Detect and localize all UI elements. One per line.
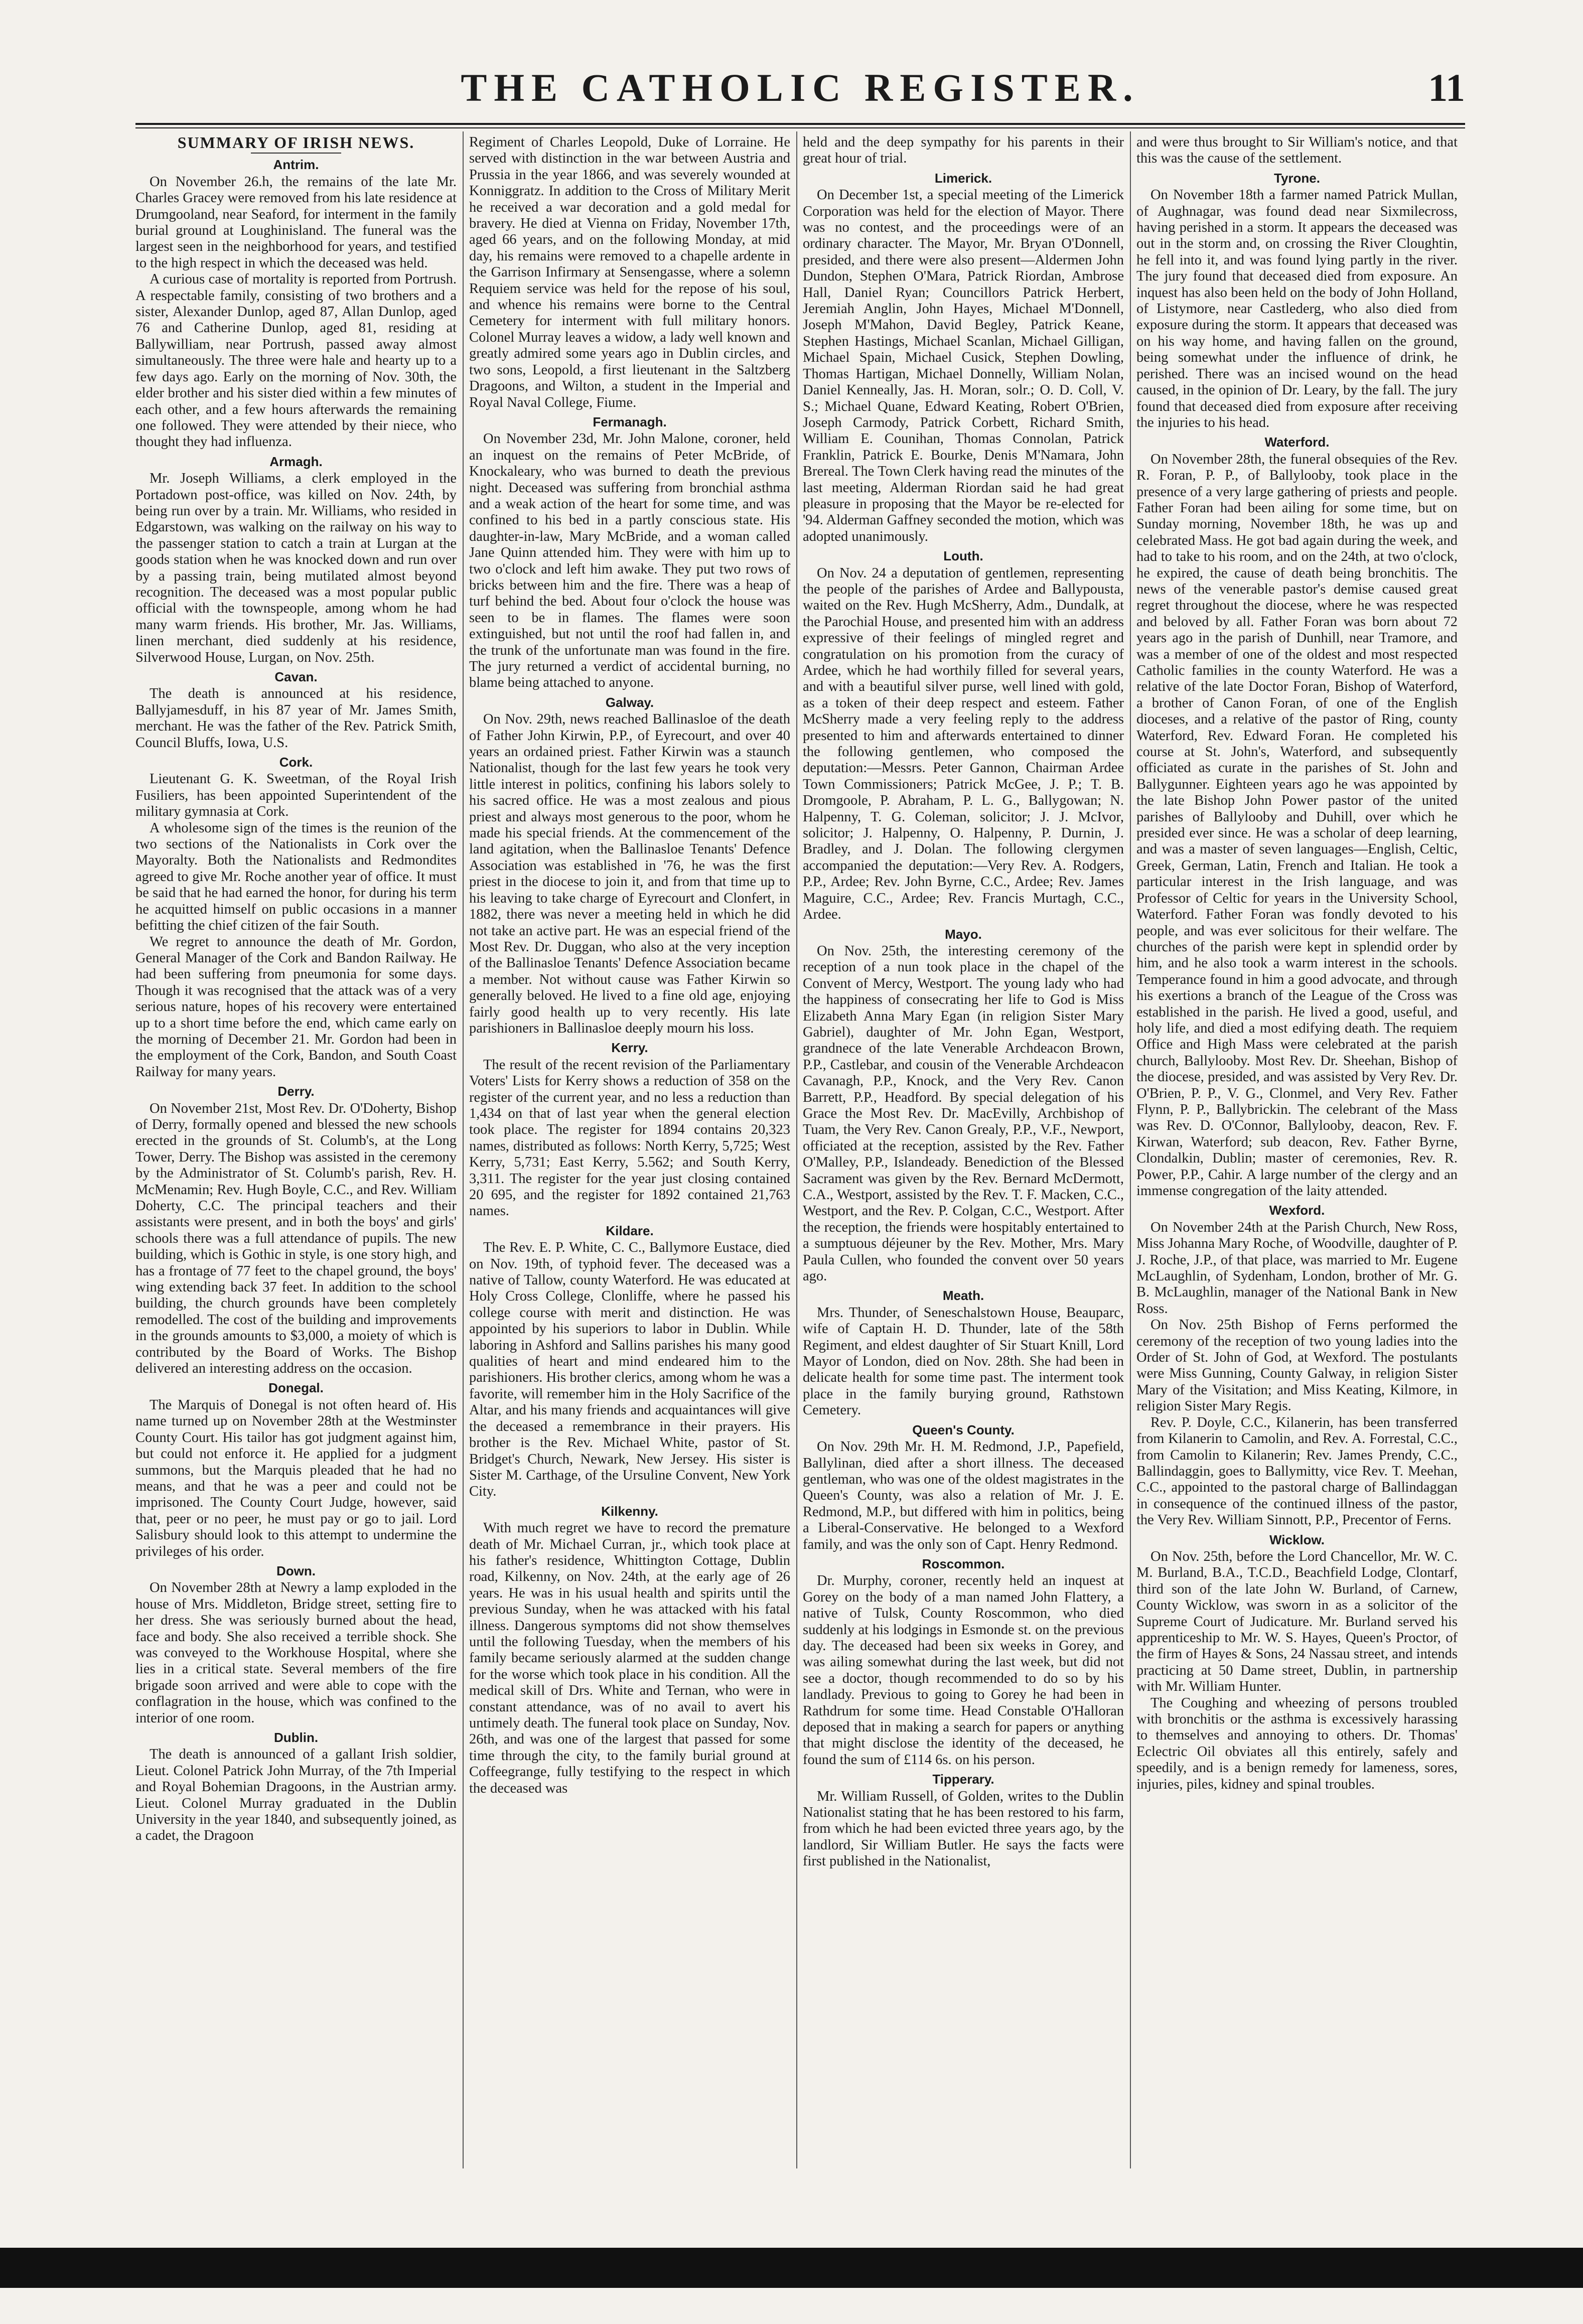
news-paragraph: With much regret we have to record the premature death of Mr. Michael Curran, jr., which took place at his father's residence, Whittington Cottage, Dublin road, Kilkenny, on Nov. 24th, at the early age of 26 years. He was in his usual health and spirits until the previous Sunday, when he was attacked with his fatal illness. Dangerous symptoms did not show themselves until the following Tuesday, when the members of his family became seriously alarmed at the sudden change for the worse which took place in his condition. All the medical skill of Drs. White and Ternan, who were in constant attendance, was of no avail to avert his untimely death. The funeral took place on Sunday, Nov. 26th, and was one of the largest that passed for some time through the city, to the family burial ground at Coffeegrange, fully testifying to the respect in which the deceased was (469, 1520, 790, 1796)
column-3 (803, 134, 1124, 2166)
column-2 (469, 134, 790, 2166)
news-paragraph: On Nov. 25th, the interesting ceremony of the reception of a nun took place in the chapel of the Convent of Mercy, Westport. The young lady who had the happiness of consecrating her life to God is Miss Elizabeth Anna Mary Egan (in religion Sister Mary Gabriel), daughter of Mr. John Egan, Westport, grandnece of the late Venerable Archdeacon Brown, P.P., Castlebar, and cousin of the Venerable Archdeacon Cavanagh, P.P., Knock, and the Very Rev. Canon Barrett, P.P., Headford. By special delegation of his Grace the Most Rev. Dr. MacEvilly, Archbishop of Tuam, the Very Rev. Canon Grealy, P.P., V.F., Newport, officiated at the reception, assisted by the Rev. Father O'Malley, P.P., Islandeady. Benediction of the Blessed Sacrament was given by the Rev. Bernard McDermott, C.A., Westport, assisted by the Rev. T. F. Macken, C.C., Westport, and the Rev. P. Colgan, C.C., Westport. After the reception, the friends were hospitably entertained to a sumptuous déjeuner by the Rev. Mother, Mrs. Mary Paula Cullen, who founded the convent over 50 years ago. (803, 943, 1124, 1284)
masthead-rule-bottom (135, 127, 1465, 128)
county-heading: Cork. (279, 755, 313, 770)
news-paragraph: Mrs. Thunder, of Seneschalstown House, Beauparc, wife of Captain H. D. Thunder, late of the 58th Regiment, and eldest daughter of Sir Stuart Knill, Lord Mayor of London, died on Nov. 28th. She had been in delicate health for some time past. The interment took place in the family burying ground, Rathstown Cemetery. (803, 1304, 1124, 1418)
news-paragraph: The Coughing and wheezing of persons troubled with bronchitis or the asthma is excessively harassing to themselves and annoying to others. Dr. Thomas' Eclectric Oil obviates all this entirely, safely and speedily, and is a benign remedy for lameness, sores, injuries, piles, kidney and spinal troubles. (1136, 1695, 1458, 1792)
county-heading: Armagh. (269, 454, 323, 469)
county-heading: Donegal. (268, 1380, 324, 1396)
page-bottom-border (0, 2248, 1583, 2288)
county-heading: Galway. (605, 694, 654, 710)
news-paragraph: and were thus brought to Sir William's notice, and that this was the cause of the settlement. (1136, 134, 1458, 167)
news-paragraph: On Nov. 29th, news reached Ballinasloe of the death of Father John Kirwin, P.P., of Eyrecourt, and over 40 years an ordained priest. Father Kirwin was a staunch Nationalist, though for the last few years he took very little interest in politics, confining his labors solely to his sacred office. He was a most zealous and pious priest and always most generous to the poor, whom he made his special friends. At the commencement of the land agitation, when the Ballinasloe Tenants' Defence Association was established in '76, he was the first priest in the diocese to join it, and from that time up to his leaving to take charge of Eyrecourt and Clonfert, in 1882, there was never a meeting held in which he did not take an active part. He was an especial friend of the Most Rev. Dr. Duggan, who also at the very inception of the Ballinasloe Tenants' Defence Association became a member. Not without cause was Father Kirwin so generally beloved. He lived to a fine old age, enjoying fairly good health up to very recently. His late parishioners in Ballinasloe deeply mourn his loss. (469, 711, 790, 1036)
county-heading: Mayo. (945, 926, 982, 942)
county-heading: Down. (276, 1563, 316, 1578)
news-paragraph: A curious case of mortality is reported from Portrush. A respectable family, consisting of two brothers and a sister, Alexander Dunlop, aged 87, Allan Dunlop, aged 76 and Catherine Dunlop, aged 81, residing at Ballywilliam, near Portrush, passed away almost simultaneously. The three were hale and hearty up to a few days ago. Early on the morning of Nov. 30th, the elder brother and his sister died within a few minutes of each other, and a few hours afterwards the remaining one followed. They were attended by their niece, who thought they had influenza. (135, 271, 457, 450)
column-4 (1136, 134, 1458, 2166)
column-divider (463, 131, 464, 2168)
county-heading: Derry. (277, 1084, 315, 1099)
county-heading: Queen's County. (912, 1422, 1015, 1437)
county-heading: Kerry. (611, 1040, 648, 1056)
news-paragraph: The Rev. E. P. White, C. C., Ballymore Eustace, died on Nov. 19th, of typhoid fever. The deceased was a native of Tallow, county Waterford. He was educated at Holy Cross College, Clonliffe, where he passed his college course with merit and distinction. He was appointed by his superiors to labor in Dublin. While laboring in Ashford and Sallins parishes his many good qualities of heart and mind endeared him to the parishioners. His brother clerics, among whom he was a favorite, will remember him in the Holy Sacrifice of the Altar, and his many friends and acquaintances will give the deceased a remembrance in their prayers. His brother is the Rev. Michael White, pastor of St. Bridget's Church, Newark, New Jersey. His sister is Sister M. Carthage, of the Ursuline Convent, New York City. (469, 1240, 790, 1500)
news-paragraph: On November 28th, the funeral obsequies of the Rev. R. Foran, P. P., of Ballylooby, took place in the presence of a very large gathering of priests and people. Father Foran had been ailing for some time, but on Sunday morning, November 18th, he was up and celebrated Mass. He got bad again during the week, and had to take to his room, and on the 24th, at two o'clock, he expired, the cause of death being bronchitis. The news of the venerable pastor's demise caused great regret throughout the diocese, where he was respected and beloved by all. Father Foran was born about 72 years ago in the parish of Dunhill, near Tramore, and was a member of one of the oldest and most respected Catholic families in the county Waterford. He was a relative of the late Doctor Foran, Bishop of Waterford, a brother of Canon Foran, of one of the English dioceses, and a relative of the pastor of Ring, county Waterford, Rev. Edward Foran. He completed his course at St. John's, Waterford, and subsequently officiated as curate in the parishes of St. John and Ballygunner. Eighteen years ago he was appointed by the late Bishop John Power pastor of the united parishes of Ballylooby and Duhill, over which he presided ever since. He was a scholar of deep learning, and was a master of seven languages—English, Celtic, Greek, German, Latin, French and Italian. He took a particular interest in the Irish language, and was Professor of Celtic for years in the University School, Waterford. Father Foran was fondly devoted to his people, and was ever solicitous for their welfare. The churches of the parish were kept in splendid order by him, and he also took a warm interest in the schools. Temperance found in him a good advocate, and through his exertions a branch of the League of the Cross was established in the parish. He lived a good, useful, and holy life, and died a most edifying death. The requiem Office and High Mass were celebrated at the parish church, Ballylooby. Most Rev. Dr. Sheehan, Bishop of the diocese, presided, and was assisted by Very Rev. Dr. O'Brien, P. P., V. G., Clonmel, and Very Rev. Father Flynn, P. P., Ballybrickin. The celebrant of the Mass was Rev. D. O'Connor, Ballylooby, deacon, Rev. F. Kirwan, Waterford; sub deacon, Rev. Father Byrne, Clondalkin, Dublin; master of ceremonies, Rev. R. Power, P.P., Cahir. A large number of the clergy and an immense congregation of the laity attended. (1136, 451, 1458, 1199)
news-paragraph: We regret to announce the death of Mr. Gordon, General Manager of the Cork and Bandon Railway. He had been suffering from pneumonia for some days. Though it was recognised that the attack was of a very serious nature, hopes of his recovery were entertained up to a short time before the end, which came early on the morning of December 21. Mr. Gordon had been in the employment of the Cork, Bandon, and South Coast Railway for many years. (135, 934, 457, 1080)
county-heading: Tipperary. (932, 1772, 994, 1787)
county-heading: Fermanagh. (593, 414, 667, 429)
section-title-rule (251, 153, 341, 154)
county-heading: Louth. (943, 548, 983, 564)
county-heading: Antrim. (273, 157, 319, 173)
county-heading: Kildare. (606, 1223, 654, 1238)
county-heading: Tyrone. (1274, 170, 1320, 186)
column-divider (796, 131, 797, 2168)
news-paragraph: Rev. P. Doyle, C.C., Kilanerin, has been transferred from Kilanerin to Camolin, and Rev. A. Forrestal, C.C., from Camolin to Kilanerin; Rev. James Prendy, C.C., Ballindaggin, goes to Ballymitty, vice Rev. T. Meehan, C.C., appointed to the pastoral charge of Ballindaggan in consequence of the continued illness of the pastor, the Very Rev. William Sinnott, P.P., Precentor of Ferns. (1136, 1414, 1458, 1528)
news-paragraph: On November 26.h, the remains of the late Mr. Charles Gracey were removed from his late residence at Drumgooland, near Seaford, for interment in the family burial ground at Loughinisland. The funeral was the largest seen in the neighborhood for years, and testified to the high respect in which the deceased was held. (135, 174, 457, 271)
newspaper-title: THE CATHOLIC REGISTER. (461, 66, 1140, 109)
county-heading: Kilkenny. (601, 1503, 658, 1519)
column-1 (135, 134, 457, 2166)
news-paragraph: Mr. Joseph Williams, a clerk employed in the Portadown post-office, was killed on Nov. 24th, by being run over by a train. Mr. Williams, who resided in Edgarstown, was walking on the railway on his way to the passenger station to catch a train at Lurgan at the goods station when he was knocked down and run over by a passing train, being mutilated almost beyond recognition. The deceased was a most popular public official with the townspeople, among whom he had many warm friends. His brother, Mr. Jas. Williams, linen merchant, died suddenly at his residence, Silverwood House, Lurgan, on Nov. 25th. (135, 471, 457, 665)
news-paragraph: On Nov. 25th, before the Lord Chancellor, Mr. W. C. M. Burland, B.A., T.C.D., Beachfield Lodge, Clontarf, third son of the late John W. Burland, of Carnew, County Wicklow, was sworn in as a solicitor of the Supreme Court of Judicature. Mr. Burland served his apprenticeship to Mr. W. S. Hayes, Queen's Proctor, of the firm of Hayes & Sons, 24 Nassau street, and intends practicing at 50 Dame street, Dublin, in partnership with Mr. William Hunter. (1136, 1548, 1458, 1695)
page-number: 11 (1428, 66, 1465, 109)
news-paragraph: On November 28th at Newry a lamp exploded in the house of Mrs. Middleton, Bridge street, setting fire to her dress. She was seriously burned about the head, face and body. She also received a terrible shock. She was conveyed to the Workhouse Hospital, where she lies in a critical state. Several members of the fire brigade soon arrived and were able to cope with the conflagration in the house, which was confined to the interior of one room. (135, 1580, 457, 1726)
news-paragraph: The result of the recent revision of the Parliamentary Voters' Lists for Kerry shows a reduction of 358 on the register of the current year, and no less a reduction than 1,434 on that of last year when the general election took place. The register for 1894 contains 20,323 names, distributed as follows: North Kerry, 5,725; West Kerry, 5,731; East Kerry, 5.562; and South Kerry, 3,311. The register for the year just closing contained 20 695, and the register for 1892 contained 21,763 names. (469, 1057, 790, 1219)
county-heading: Meath. (942, 1288, 984, 1303)
county-heading: Wexford. (1269, 1203, 1325, 1218)
news-paragraph: On Nov. 25th Bishop of Ferns performed the ceremony of the reception of two young ladies into the Order of St. John of God, at Wexford. The postulants were Miss Gunning, County Galway, in religion Sister Mary of the Visitation; and Miss Keating, Kilmore, in religion Sister Mary Regis. (1136, 1317, 1458, 1414)
news-paragraph: The death is announced at his residence, Ballyjamesduff, in his 87 year of Mr. James Smith, merchant. He was the father of the Rev. Patrick Smith, Council Bluffs, Iowa, U.S. (135, 686, 457, 751)
news-paragraph: On December 1st, a special meeting of the Limerick Corporation was held for the election of Mayor. There was no contest, and the proceedings were of an ordinary character. The Mayor, Mr. Bryan O'Donnell, presided, and there were also present—Aldermen John Dundon, Stephen O'Mara, Patrick Riordan, Ambrose Hall, Daniel Ryan; Councillors Patrick Herbert, Jeremiah Anglin, John Hayes, Michael M'Donnell, Joseph M'Mahon, David Begley, Patrick Keane, Stephen Hastings, Michael Scanlan, Michael Gilligan, Michael Spain, Michael Cusick, Stephen Dowling, Thomas Hartigan, Michael Donnelly, William Nolan, Daniel Kenneally, Jas. H. Moran, solr.; O. D. Coll, V. S.; Michael Quane, Edward Keating, Robert O'Brien, Joseph Carmody, Patrick Corbett, Richard Smith, William E. Counihan, Thomas Connolan, Patrick Franklin, Patrick E. Bourke, Denis M'Namara, John Brereal. The Town Clerk having read the minutes of the last meeting, Alderman Riordan said he had great pleasure in proposing that the Mayor be re-elected for '94. Alderman Gaffney seconded the motion, which was adopted unanimously. (803, 187, 1124, 544)
news-paragraph: Regiment of Charles Leopold, Duke of Lorraine. He served with distinction in the war between Austria and Prussia in the year 1866, and was severely wounded at Konniggratz. In addition to the Cross of Military Merit he received a war decoration and a gold medal for bravery. He died at Vienna on Friday, November 17th, aged 66 years, and on the following Monday, at mid day, his remains were removed to a chapelle ardente in the Garrison Infirmary at Sensengasse, where a solemn Requiem service was held for the repose of his soul, and whence his remains were borne to the Central Cemetery for interment with full military honors. Colonel Murray leaves a widow, a lady well known and greatly admired some years ago in Dublin circles, and two sons, Leopold, a first lieutenant in the Saltzberg Dragoons, and Wilton, a student in the Imperial and Royal Naval College, Fiume. (469, 134, 790, 410)
county-heading: Cavan. (274, 669, 318, 684)
news-paragraph: The Marquis of Donegal is not often heard of. His name turned up on November 28th at the Westminster County Court. His tailor has got judgment against him, but could not enforce it. He applied for a judgment summons, but the Marquis pleaded that he had no means, and that he was a peer and could not be imprisoned. The County Court Judge, however, said that, peer or no peer, he must pay or go to jail. Lord Salisbury should look to this attempt to undermine the privileges of his order. (135, 1397, 457, 1559)
news-paragraph: On November 21st, Most Rev. Dr. O'Doherty, Bishop of Derry, formally opened and blessed the new schools erected in the grounds of St. Columb's, at the Long Tower, Derry. The Bishop was assisted in the ceremony by the Administrator of St. Columb's parish, Rev. H. McMenamin; Rev. Hugh Boyle, C.C., and Rev. William Doherty, C.C. The principal teachers and their assistants were present, and in both the boys' and girls' schools there was a full attendance of pupils. The new building, which is Gothic in style, is one story high, and has a frontage of 77 feet to the chapel ground, the boys' wing extending back 37 feet. In addition to the school building, the church grounds have been completely remodelled. The cost of the building and improvements in the grounds amounts to $3,000, a moiety of which is contributed by the Board of Works. The Bishop delivered an interesting address on the occasion. (135, 1100, 457, 1377)
news-paragraph: A wholesome sign of the times is the reunion of the two sections of the Nationalists in Cork over the Mayoralty. Both the Nationalists and Redmondites agreed to give Mr. Roche another year of office. It must be said that he had earned the honor, for during his term he acquitted himself on public occasions in a manner befitting the chief citizen of the fair South. (135, 820, 457, 934)
masthead (135, 65, 1465, 125)
news-paragraph: held and the deep sympathy for his parents in their great hour of trial. (803, 134, 1124, 167)
county-heading: Dublin. (273, 1730, 319, 1745)
news-paragraph: Lieutenant G. K. Sweetman, of the Royal Irish Fusiliers, has been appointed Superintendent of the military gymnasia at Cork. (135, 771, 457, 820)
news-paragraph: On Nov. 29th Mr. H. M. Redmond, J.P., Papefield, Ballylinan, died after a short illness. The deceased gentleman, who was one of the oldest magistrates in the Queen's County, was also a relation of Mr. J. E. Redmond, M.P., but differed with him in politics, being a Liberal-Conservative. He belonged to a Wexford family, and was the only son of Capt. Henry Redmond. (803, 1439, 1124, 1552)
county-heading: Wicklow. (1269, 1532, 1325, 1547)
news-paragraph: On November 24th at the Parish Church, New Ross, Miss Johanna Mary Roche, of Woodville, daughter of P. J. Roche, J.P., of that place, was married to Mr. Eugene McLaughlin, of Sydenham, London, brother of Mr. G. B. McLaughlin, manager of the National Bank in New Ross. (1136, 1219, 1458, 1317)
section-title: SUMMARY OF IRISH NEWS. (177, 134, 415, 152)
news-paragraph: On Nov. 24 a deputation of gentlemen, representing the people of the parishes of Ardee and Ballypousta, waited on the Rev. Hugh McSherry, Adm., Dundalk, at the Parochial House, and presented him with an address expressive of their feelings of mingled regret and congratulation on his promotion from the curacy of Ardee, which he had worthily filled for several years, and with a beautiful silver purse, well lined with gold, as a token of their deep respect and esteem. Father McSherry made a very feeling reply to the address presented to him and afterwards entertained to dinner the following gentlemen, who composed the deputation:—Messrs. Peter Gannon, Chairman Ardee Town Commissioners; Patrick McGee, J. P.; T. B. Dromgoole, P. Abraham, P. L. G., Ballygowan; N. Halpenny, T. G. Coleman, solicitor; J. J. McIvor, solicitor; J. Halpenny, O. Halpenny, P. Durnin, J. Bradley, and J. Dolan. The following clergymen accompanied the deputation:—Very Rev. A. Rodgers, P.P., Ardee; Rev. John Byrne, C.C., Ardee; Rev. James Maguire, C.C., Ardee; Rev. Francis Murtagh, C.C., Ardee. (803, 565, 1124, 923)
masthead-rule-top (135, 123, 1465, 125)
news-paragraph: Dr. Murphy, coroner, recently held an inquest at Gorey on the body of a man named John Flattery, a native of Tulsk, County Roscommon, who died suddenly at his lodgings in Esmonde st. on the previous day. The deceased had been six weeks in Gorey, and was ailing somewhat during the last week, but did not see a doctor, though recommended to do so by his landlady. Previous to going to Gorey he had been in Rathdrum for some time. Head Constable O'Halloran deposed that in making a search for papers or anything that might disclose the identity of the deceased, he found the sum of £114 6s. on his person. (803, 1573, 1124, 1768)
news-paragraph: On November 18th a farmer named Patrick Mullan, of Aughnagar, was found dead near Sixmilecross, having perished in a storm. It appears the deceased was out in the storm and, on crossing the River Cloughtin, he fell into it, and was found lying partly in the river. The jury found that deceased died from exposure. An inquest has also been held on the body of John Holland, of Listymore, near Castlederg, who also died from exposure during the storm. It appears that deceased was on his way home, and having fallen on the ground, being somewhat under the influence of drink, he perished. There was an incised wound on the head caused, in the opinion of Dr. Leary, by the fall. The jury found that deceased died from exposure after receiving the injuries to his head. (1136, 187, 1458, 430)
news-paragraph: Mr. William Russell, of Golden, writes to the Dublin Nationalist stating that he has been restored to his farm, from which he had been evicted three years ago, by the landlord, Sir William Butler. He says the facts were first published in the Nationalist, (803, 1788, 1124, 1869)
county-heading: Waterford. (1264, 434, 1330, 450)
county-heading: Roscommon. (922, 1556, 1005, 1571)
news-paragraph: The death is announced of a gallant Irish soldier, Lieut. Colonel Patrick John Murray, of the 7th Imperial and Royal Bohemian Dragoons, in the Austrian army. Lieut. Colonel Murray graduated in the Dublin University in the year 1840, and subsequently joined, as a cadet, the Dragoon (135, 1747, 457, 1844)
news-paragraph: On November 23d, Mr. John Malone, coroner, held an inquest on the remains of Peter McBride, of Knockaleary, who was burned to death the previous night. Deceased was suffering from bronchial asthma and a weak action of the heart for some time, and was confined to his bed in a partly conscious state. His daughter-in-law, Mary McBride, and a woman called Jane Quinn attended him. They were with him up to two o'clock and left him awake. They put two rows of bricks between him and the fire. There was a heap of turf behind the bed. About four o'clock the house was seen to be in flames. The flames were soon extinguished, but not until the roof had fallen in, and the trunk of the unfortunate man was found in the fire. The jury returned a verdict of accidental burning, no blame being attached to anyone. (469, 431, 790, 691)
column-divider (1130, 131, 1131, 2168)
county-heading: Limerick. (934, 170, 992, 186)
